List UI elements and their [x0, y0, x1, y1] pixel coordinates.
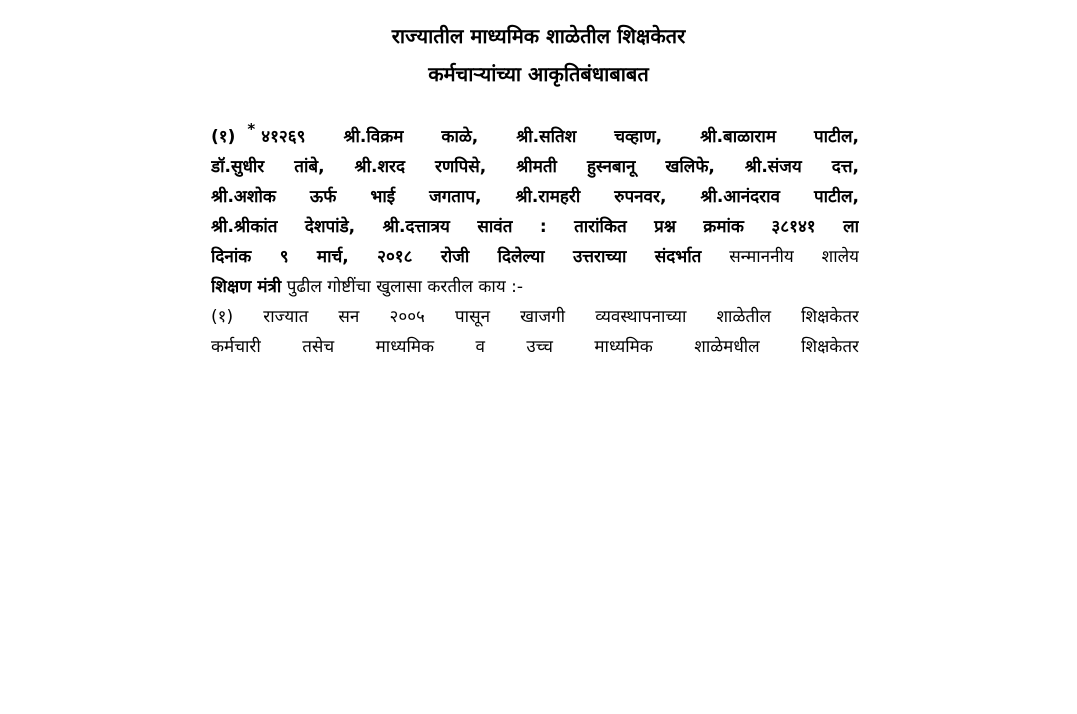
question-reference-text: दिनांक ९ मार्च, २०१८ रोजी दिलेल्या उत्तराच्या संदर्भात — [211, 247, 702, 267]
question-line-6 — [211, 272, 859, 302]
question-line-1 — [211, 122, 859, 152]
point-1-line-2: कर्मचारी तसेच माध्यमिक व उच्च माध्यमिक शाळेमधील शिक्षकेतर — [211, 337, 859, 357]
document-body — [211, 122, 859, 362]
point-1-line-1: (१) राज्यात सन २००५ पासून खाजगी व्यवस्थापनाच्या शाळेतील शिक्षकेतर — [211, 307, 859, 327]
question-line-2: डॉ.सुधीर तांबे, श्री.शरद रणपिसे, श्रीमती हुस्नबानू खलिफे, श्री.संजय दत्त, — [211, 157, 859, 177]
question-members-part-1: ४१२६९ श्री.विक्रम काळे, श्री.सतिश चव्हाण, श्री.बाळाराम पाटील, — [261, 127, 859, 147]
starred-marker: * — [247, 122, 256, 138]
question-number: (१) — [211, 127, 236, 147]
question-line-3: श्री.अशोक ऊर्फ भाई जगताप, श्री.रामहरी रुपनवर, श्री.आनंदराव पाटील, — [211, 187, 859, 207]
question-line-5 — [211, 242, 859, 272]
question-prompt: पुढील गोष्टींचा खुलासा करतील काय :- — [286, 277, 523, 297]
document-title-line-2: कर्मचाऱ्यांच्या आकृतिबंधाबाबत — [428, 62, 649, 86]
question-addressee-prefix: सन्माननीय शालेय — [729, 247, 859, 267]
question-line-4: श्री.श्रीकांत देशपांडे, श्री.दत्तात्रय सावंत : तारांकित प्रश्न क्रमांक ३८१४१ ला — [211, 217, 859, 237]
document-title-line-1: राज्यातील माध्यमिक शाळेतील शिक्षकेतर — [391, 24, 686, 48]
minister-title: शिक्षण मंत्री — [211, 277, 282, 297]
